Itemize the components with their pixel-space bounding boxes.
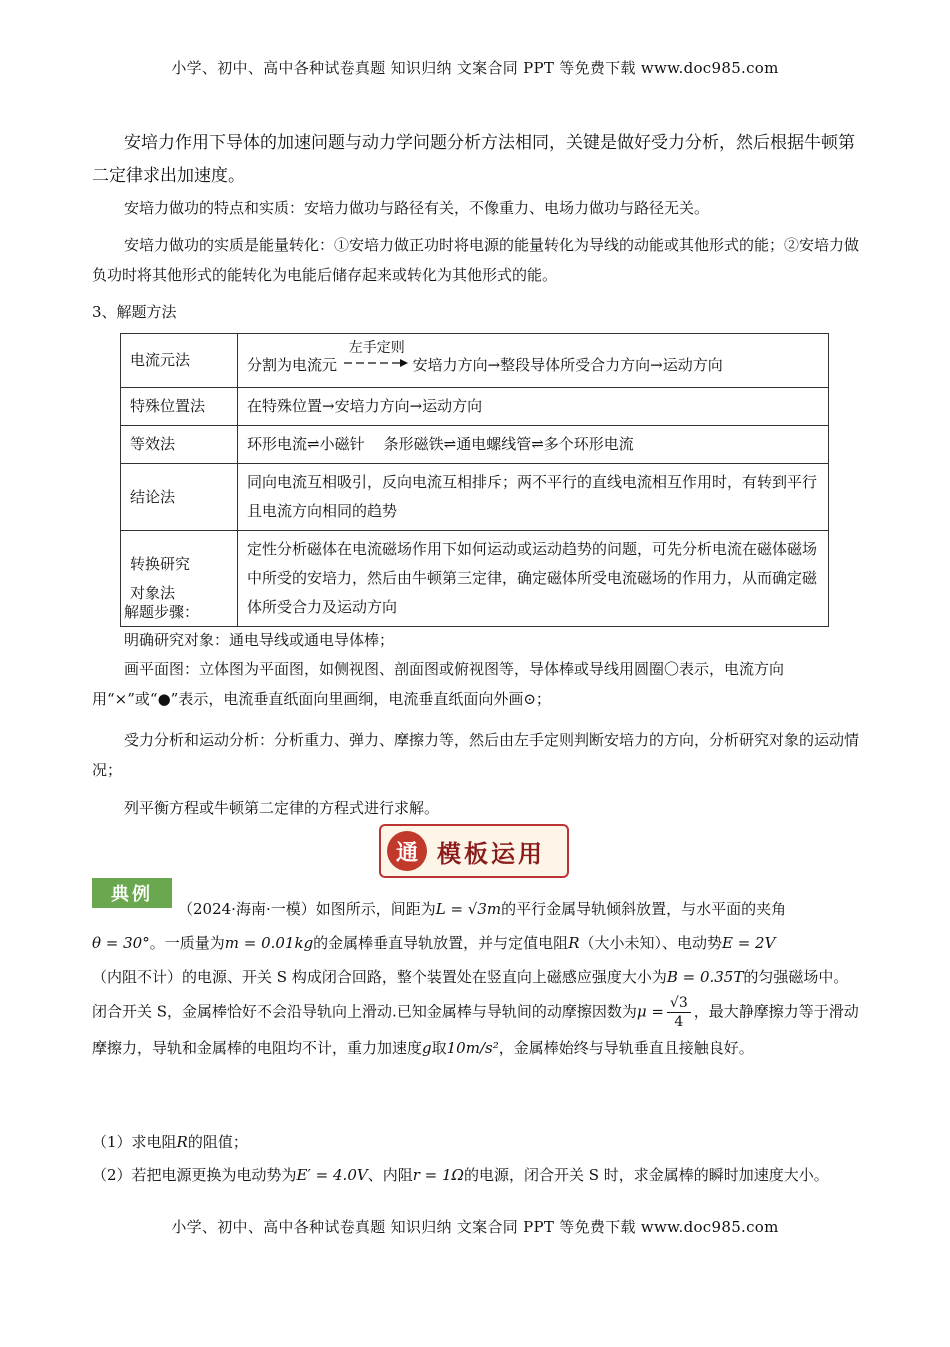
methods-table (120, 333, 829, 627)
example-tag: 典例 (92, 878, 172, 908)
arrow-label: 左手定则 (348, 340, 405, 356)
question-text: 的电源，闭合开关 S 时，求金属棒的瞬时加速度大小。 (463, 1166, 829, 1184)
intro-paragraph-3: 安培力做功的实质是能量转化：①安培力做正功时将电源的能量转化为导线的动能或其他形式的能；②安培力做负功时将其他形式的能转化为电能后储存起来或转化为其他形式的能。 (92, 236, 860, 284)
left-hand-rule-arrow (342, 340, 408, 376)
example-text: 的金属棒垂直导轨放置，并与定值电阻 (313, 934, 569, 952)
example-text: 。一质量为 (149, 934, 225, 952)
step-2: 画平面图：立体图为平面图，如侧视图、剖面图或俯视图等，导体棒或导线用圆圈〇表示，电流方向用“×”或“●”表示，电流垂直纸面向里画䌹，电流垂直纸面向外画⊙； (92, 660, 785, 708)
table-row (121, 388, 829, 426)
fraction-mu (667, 994, 691, 1031)
method-name: 结论法 (121, 464, 238, 531)
page-header: 小学、初中、高中各种试卷真题 知识归纳 文案合同 PPT 等免费下载 www.doc985.com (171, 59, 779, 77)
example-text: （2024·海南·一模）如图所示，间距为 (178, 900, 436, 918)
method-desc: 在特殊位置→安培力方向→运动方向 (238, 388, 829, 426)
formula-E-prime: E′ = 4.0V (296, 1166, 368, 1184)
formula-mu: μ = (636, 1002, 664, 1021)
example-text: 的平行金属导轨倾斜放置，与水平面的夹角 (501, 900, 787, 918)
formula-g: 10m/s² (446, 1039, 499, 1057)
question-text: （1）求电阻 (92, 1133, 177, 1151)
method-name-line-2: 对象法 (130, 583, 176, 602)
steps-title: 解题步骤： (124, 603, 200, 621)
table-row (121, 426, 829, 464)
question-text: 的阻值； (187, 1133, 248, 1151)
fraction-numerator: √3 (667, 994, 691, 1013)
symbol-R: R (568, 934, 580, 952)
banner-title: 模板运用 (437, 838, 545, 868)
intro-paragraph-1: 安培力作用下导体的加速问题与动力学问题分析方法相同，关键是做好受力分析，然后根据牛顿第二定律求出加速度。 (92, 133, 855, 186)
method-desc: 定性分析磁体在电流磁场作用下如何运动或运动趋势的问题，可先分析电流在磁体磁场中所受的安培力，然后由牛顿第三定律，确定磁体所受电流磁场的作用力，从而确定磁体所受合力及运动方向 (238, 531, 829, 627)
symbol-R: R (176, 1133, 188, 1151)
page-footer: 小学、初中、高中各种试卷真题 知识归纳 文案合同 PPT 等免费下载 www.doc985.com (171, 1218, 779, 1236)
method-name: 电流元法 (121, 334, 238, 388)
example-problem (92, 892, 862, 1065)
step-1: 明确研究对象：通电导线或通电导体棒； (124, 631, 395, 649)
method-desc-post: 安培力方向→整段导体所受合力方向→运动方向 (412, 356, 723, 374)
formula-L: L = √3m (435, 900, 502, 918)
formula-r: r = 1Ω (412, 1166, 464, 1184)
symbol-g: g (422, 1039, 432, 1057)
example-text: ，金属棒始终与导轨垂直且接触良好。 (498, 1039, 754, 1057)
banner-icon: 通 (387, 831, 427, 871)
question-text: 、内阻 (367, 1166, 413, 1184)
formula-B: B = 0.35T (666, 968, 744, 986)
table-row (121, 464, 829, 531)
question-2 (92, 1160, 862, 1190)
section-3-title: 3、解题方法 (92, 303, 177, 321)
fraction-denominator: 4 (674, 1014, 684, 1030)
question-1 (92, 1127, 862, 1157)
method-name-line-1: 转换研究 (130, 554, 191, 573)
table-row (121, 334, 829, 388)
intro-paragraph-2: 安培力做功的特点和实质：安培力做功与路径有关，不像重力、电场力做功与路径无关。 (124, 199, 710, 217)
formula-E: E = 2V (722, 934, 776, 952)
formula-mass: m = 0.01kg (224, 934, 314, 952)
step-4: 列平衡方程或牛顿第二定律的方程式进行求解。 (124, 799, 440, 817)
question-text: （2）若把电源更换为电动势为 (92, 1166, 297, 1184)
example-text: （大小未知）、电动势 (579, 934, 722, 952)
step-3: 受力分析和运动分析：分析重力、弹力、摩擦力等，然后由左手定则判断安培力的方向，分析研究对象的运动情况； (92, 731, 860, 779)
example-text: 取 (431, 1039, 447, 1057)
example-text: ，最大静摩擦力等于滑动摩擦力，导轨和金属棒的电阻均不计，重力加速度 (92, 1002, 859, 1057)
template-usage-banner (379, 824, 569, 878)
method-desc-pre: 分割为电流元 (247, 356, 338, 374)
example-text: 的匀强磁场中。闭合开关 S，金属棒恰好不会沿导轨向上滑动.已知金属棒与导轨间的动摩擦因数为 (92, 968, 849, 1021)
method-desc (238, 334, 829, 388)
method-name: 特殊位置法 (121, 388, 238, 426)
example-text: （内阻不计）的电源、开关 S 构成闭合回路，整个装置处在竖直向上磁感应强度大小为 (92, 968, 667, 986)
method-desc: 同向电流互相吸引，反向电流互相排斥；两不平行的直线电流相互作用时，有转到平行且电流方向相同的趋势 (238, 464, 829, 531)
formula-theta: θ = 30° (92, 934, 150, 952)
method-name: 等效法 (121, 426, 238, 464)
method-desc: 环形电流⇌小磁针 条形磁铁⇌通电螺线管⇌多个环形电流 (238, 426, 829, 464)
